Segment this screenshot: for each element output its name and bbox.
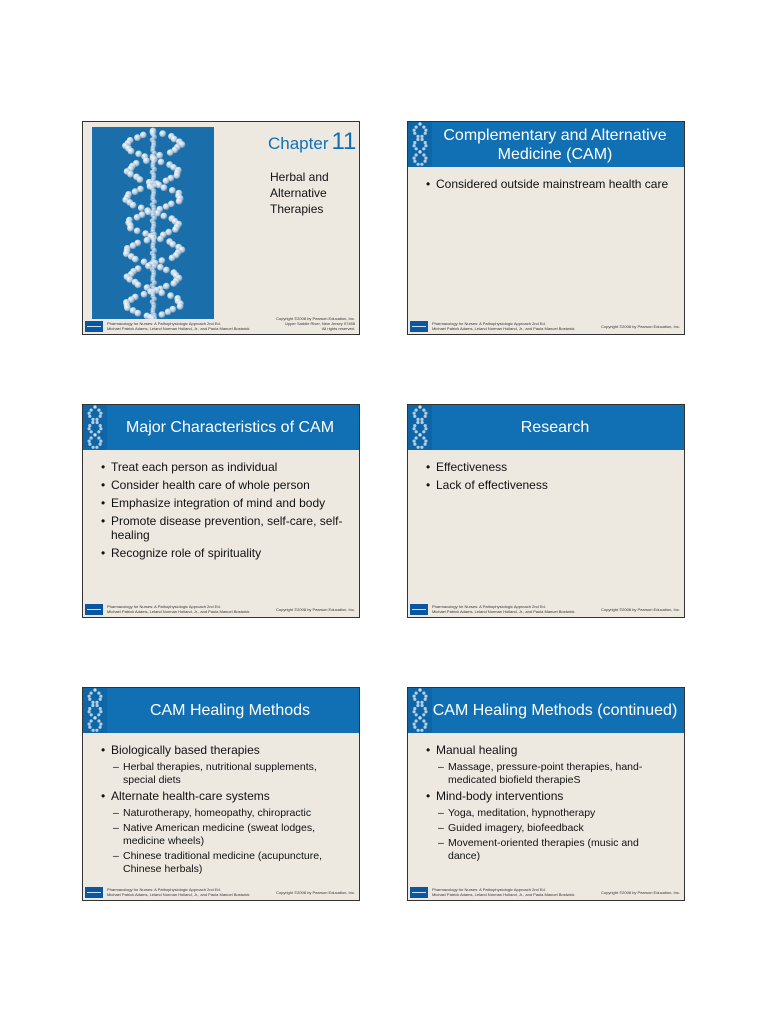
chapter-number: 11 [331,128,357,155]
slide-footer: Pharmacology for Nurses: A Pathophysiologic Approach 2nd Ed. Michael Patrick Adams, Leland Norman Holland, Jr., and Paula Manuel Bostwick Copyright ©2008 by Pearson Education, Inc. [408,318,684,334]
sub-bullet-item: – Massage, pressure-point therapies, hand-medicated biofield therapieS [426,761,670,787]
bullet-item: • Alternate health-care systems [101,789,345,803]
publisher-logo [85,321,103,332]
bullet-item: • Lack of effectiveness [426,478,670,492]
dna-strip-icon [408,688,432,733]
slide-1-copyright: Copyright ©2008 by Pearson Education, Inc. Upper Saddle River, New Jersey 07458 All rights reserved. [276,316,355,331]
slide-title: Complementary and Alternative Medicine (CAM) [443,126,667,163]
bullet-list [426,460,670,496]
bullet-list [426,177,670,195]
bullet-item: • Treat each person as individual [101,460,345,474]
sub-bullet-item: – Yoga, meditation, hypnotherapy [426,807,670,820]
slide-banner [408,405,684,450]
bullet-item: • Consider health care of whole person [101,478,345,492]
slide-title: CAM Healing Methods [149,702,311,719]
slide-banner [83,688,359,733]
sub-bullet-item: – Movement-oriented therapies (music and dance) [426,837,670,863]
slide-3 [82,404,360,618]
chapter-subtitle: Herbal and Alternative Therapies [270,170,329,216]
slide-4 [407,404,685,618]
chapter-word: Chapter [268,134,329,153]
slide-1-title [82,121,360,335]
publisher-logo [410,604,428,615]
bullet-item: • Considered outside mainstream health care [426,177,670,191]
slide-footer: Pharmacology for Nurses: A Pathophysiologic Approach 2nd Ed. Michael Patrick Adams, Leland Norman Holland, Jr., and Paula Manuel Bostwick Copyright ©2008 by Pearson Education, Inc. [408,884,684,900]
publisher-logo [85,604,103,615]
sub-bullet-item: – Chinese traditional medicine (acupuncture, Chinese herbals) [101,850,345,876]
slide-title: Research [520,419,590,436]
dna-strip-icon [83,405,107,450]
chapter-heading [268,128,356,156]
slide-5 [82,687,360,901]
bullet-item: • Recognize role of spirituality [101,546,345,560]
bullet-list [426,743,670,865]
publisher-logo [85,887,103,898]
slide-banner [83,405,359,450]
slide-6 [407,687,685,901]
slide-title: CAM Healing Methods (continued) [432,702,678,719]
sub-bullet-item: – Naturotherapy, homeopathy, chiropractic [101,807,345,820]
bullet-item: • Biologically based therapies [101,743,345,757]
bullet-item: • Promote disease prevention, self-care, self-healing [101,514,345,542]
bullet-item: • Emphasize integration of mind and body [101,496,345,510]
publisher-logo [410,887,428,898]
sub-bullet-item: – Guided imagery, biofeedback [426,822,670,835]
bullet-item: • Effectiveness [426,460,670,474]
sub-bullet-item: – Native American medicine (sweat lodges, medicine wheels) [101,822,345,848]
slide-2 [407,121,685,335]
slide-title: Major Characteristics of CAM [125,419,335,436]
slide-footer: Pharmacology for Nurses: A Pathophysiologic Approach 2nd Ed. Michael Patrick Adams, Leland Norman Holland, Jr., and Paula Manuel Bostwick Copyright ©2008 by Pearson Education, Inc. [83,601,359,617]
slide-footer: Pharmacology for Nurses: A Pathophysiologic Approach 2nd Ed. Michael Patrick Adams, Leland Norman Holland, Jr., and Paula Manuel Bostwick Copyright ©2008 by Pearson Education, Inc. [83,884,359,900]
dna-helix-image [92,127,214,319]
dna-strip-icon [408,405,432,450]
bullet-list [101,743,345,878]
bullet-list [101,460,345,564]
slide-banner [408,688,684,733]
slide-footer: Pharmacology for Nurses: A Pathophysiologic Approach 2nd Ed. Michael Patrick Adams, Leland Norman Holland, Jr., and Paula Manuel Bostwick Copyright ©2008 by Pearson Education, Inc. [408,601,684,617]
bullet-item: • Manual healing [426,743,670,757]
dna-strip-icon [408,122,432,167]
publisher-logo [410,321,428,332]
dna-strip-icon [83,688,107,733]
sub-bullet-item: – Herbal therapies, nutritional supplements, special diets [101,761,345,787]
bullet-item: • Mind-body interventions [426,789,670,803]
slide-footer: Pharmacology for Nurses: A Pathophysiologic Approach 2nd Ed. Michael Patrick Adams, Leland Norman Holland, Jr., and Paula Manuel Bostwick [83,318,268,334]
slide-banner [408,122,684,167]
